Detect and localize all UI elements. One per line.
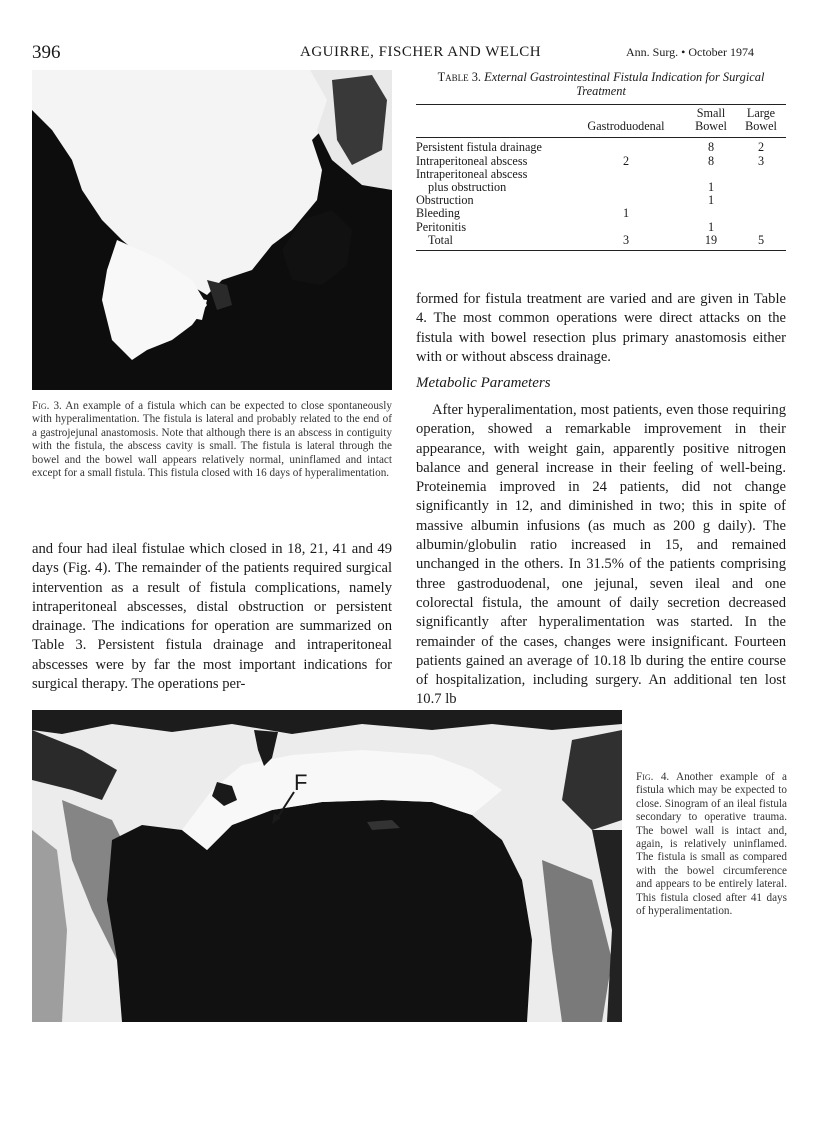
table-3-grid	[416, 104, 786, 251]
table-cell	[736, 168, 786, 181]
fistula-marker: F	[294, 770, 308, 795]
table-cell-label: Peritonitis	[416, 219, 467, 234]
figure-3-image	[32, 70, 392, 390]
figure-4-sinogram	[32, 710, 622, 1022]
table-cell-label: Intraperitoneal abscess	[416, 153, 528, 168]
table-cell: 3	[622, 232, 630, 247]
table-cell	[736, 194, 786, 207]
table-row-total	[416, 234, 786, 251]
table-cell	[686, 207, 736, 220]
running-head: AGUIRRE, FISCHER AND WELCH	[300, 44, 542, 60]
table-cell	[736, 221, 786, 234]
figure-4-caption	[636, 771, 787, 918]
table-cell	[566, 138, 686, 155]
figure-4-image	[32, 710, 622, 1022]
table-3-header-row	[416, 105, 786, 138]
table-cell-label: Total	[428, 232, 453, 247]
table-3-header-small-bowel: Small Bowel	[695, 106, 727, 134]
left-column-paragraph: and four had ileal fistulae which closed in 18, 21, 41 and 49 days (Fig. 4). The remainder of the patients required surgical intervention as a result of fistula complications, namely intraperitoneal abscesses, distal obstruction or persistent drainage. The indications for operation are summarized on Table 3. Persistent fistula drainage and intraperitoneal abscesses were by far the most important indications for surgical therapy. The operations per-	[32, 541, 392, 693]
right-column-paragraph-1: formed for fistula treatment are varied and are given in Table 4. The most common operations were direct attacks on the fistula with bowel resection plus primary anastomosis either with or without abscess drainage.	[416, 291, 786, 365]
table-cell: 8	[707, 153, 715, 168]
table-row	[416, 194, 786, 207]
section-heading-metabolic-parameters: Metabolic Parameters	[416, 375, 551, 391]
table-3-header-blank	[416, 105, 566, 138]
table-3-title	[416, 70, 786, 98]
figure-4-label: Fig. 4.	[636, 771, 670, 783]
table-3-header-gastroduodenal: Gastroduodenal	[587, 119, 665, 134]
page-number: 396	[32, 42, 61, 63]
table-cell-label: Persistent fistula drainage	[416, 140, 542, 155]
figure-3-caption	[32, 400, 392, 480]
table-cell: 1	[622, 206, 630, 221]
table-3-header-large-bowel: Large Bowel	[745, 106, 777, 134]
right-column-paragraph-2: After hyperalimentation, most patients, even those requiring operation, showed a remarkable improvement in their appearance, with weight gain, apparently positive nitrogen balance and general increase in their feeling of well-being. Proteinemia improved in 24 patients, did not change significantly in 12, and diminished in two; this in spite of massive albumin infusions (as much as 200 g daily). The albumin/globulin ratio increased in 15, and remained unchanged in the others. In 31.5% of the patients comprising three gastroduodenal, one jejunal, seven ileal and one colorectal fistula, the amount of daily secretion decreased significantly after hyperalimentation was started. In the remainder of the cases, changes were insignificant. Fourteen patients gained an average of 10.18 lb during the entire course of hospitalization, including surgery. An additional ten lost 10.7 lb	[416, 402, 786, 708]
table-cell: 1	[707, 180, 715, 195]
table-cell: 3	[757, 153, 765, 168]
table-cell	[566, 168, 686, 181]
table-cell-label: Obstruction	[416, 193, 474, 208]
table-cell: 2	[622, 153, 630, 168]
figure-3-label: Fig. 3.	[32, 400, 62, 412]
table-cell: 1	[707, 219, 715, 234]
table-cell	[736, 207, 786, 220]
table-3	[416, 104, 786, 251]
table-3-title-text: External Gastrointestinal Fistula Indication for Surgical Treatment	[484, 70, 765, 98]
table-cell	[566, 181, 686, 194]
table-row	[416, 138, 786, 155]
figure-4-caption-text: Another example of a fistula which may be expected to close. Sinogram of an ileal fistula secondary to operative trauma. The bowel wall is intact and, again, is relatively uninflamed. The fistula is small as compared with the bowel circumference and appears to be entirely lateral. This fistula closed after 41 days of hyperalimentation.	[636, 771, 787, 918]
table-row	[416, 207, 786, 220]
table-cell	[736, 181, 786, 194]
table-cell-label: Bleeding	[416, 206, 461, 221]
table-cell-label: Intraperitoneal abscess	[416, 166, 528, 181]
table-cell-label: plus obstruction	[428, 180, 507, 195]
table-cell: 19	[704, 232, 718, 247]
figure-3-caption-text: An example of a fistula which can be expected to close spontaneously with hyperalimentation. The fistula is lateral and probably related to the end of a gastrojejunal anastomosis. Note that although there is an abscess in contiguity with the fistula, the abscess cavity is small. The fistula is lateral through the bowel and the bowel wall appears relatively normal, uninflamed and intact except for a small fistula. This fistula closed with 16 days of hyperalimentation.	[32, 400, 392, 480]
figure-3-radiograph	[32, 70, 392, 390]
table-cell	[566, 221, 686, 234]
table-row	[416, 221, 786, 234]
table-row	[416, 155, 786, 168]
table-cell: 1	[707, 193, 715, 208]
table-3-label: Table 3.	[437, 70, 482, 84]
journal-info: Ann. Surg. • October 1974	[626, 45, 754, 59]
table-cell: 2	[757, 140, 765, 155]
table-cell: 8	[707, 140, 715, 155]
table-cell: 5	[757, 232, 765, 247]
